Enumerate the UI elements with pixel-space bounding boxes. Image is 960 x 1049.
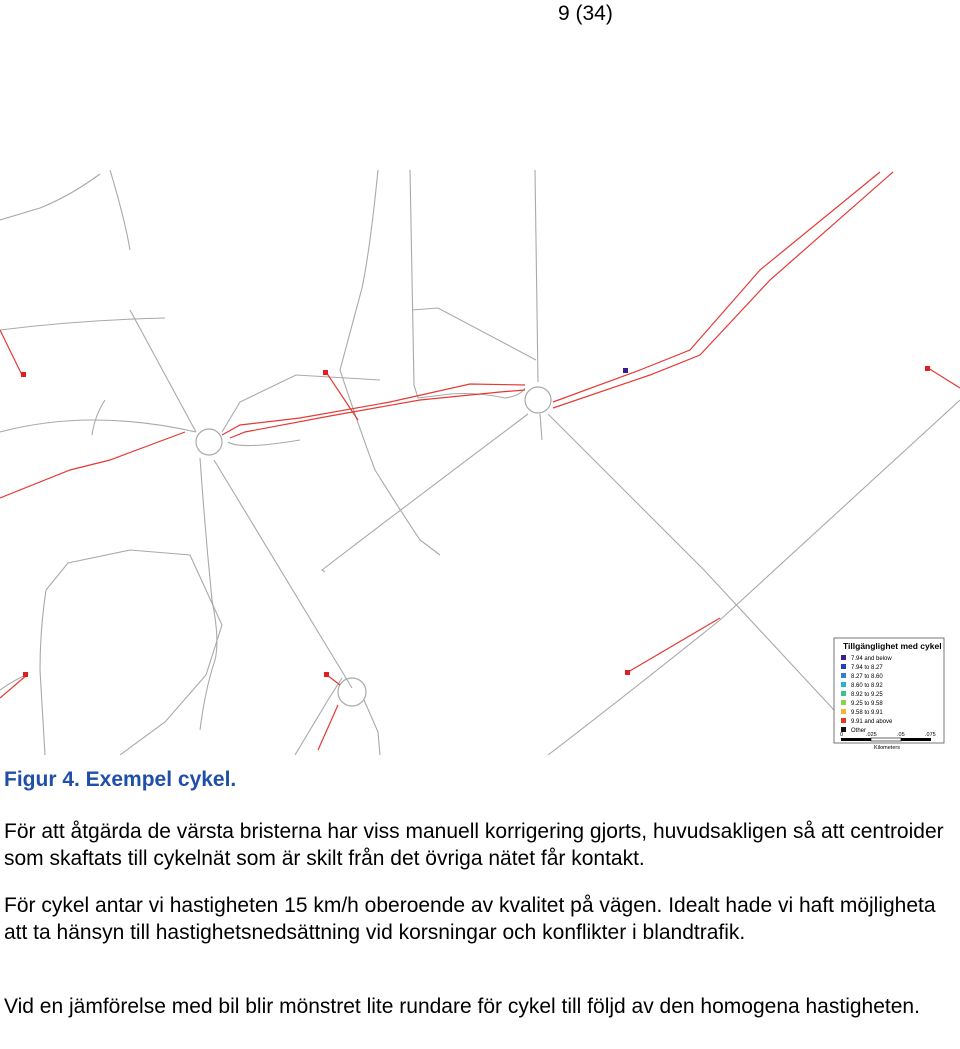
road-segment: [222, 375, 380, 432]
map-canvas: [0, 170, 960, 755]
centroid-marker: [925, 366, 930, 371]
cycle-route: [0, 432, 185, 498]
cycle-route: [928, 368, 960, 388]
scale-tick-label: .05: [897, 732, 905, 738]
centroid-marker: [625, 670, 630, 675]
road-segment: [410, 170, 525, 398]
road-segment: [340, 370, 440, 555]
page-number: 9 (34): [558, 2, 613, 25]
road-segment: [92, 400, 105, 435]
scale-bar-segment: [901, 738, 931, 741]
scale-tick-label: .075: [925, 732, 936, 738]
centroid-marker: [21, 372, 26, 377]
legend-item-label: 7.94 to 8.27: [851, 665, 883, 671]
legend-swatch: [841, 664, 846, 669]
roundabout: [525, 387, 551, 413]
legend-item-label: 8.92 to 9.25: [851, 692, 883, 698]
legend-item-label: 9.91 and above: [851, 719, 893, 725]
scale-tick-label: .025: [866, 732, 877, 738]
road-segment: [322, 414, 528, 572]
road-network: [0, 170, 960, 755]
road-segment: [200, 458, 217, 730]
paragraph: För cykel antar vi hastigheten 15 km/h oberoende av kvalitet på vägen. Idealt hade vi haft möjligheta att ta hänsyn till hastighetsnedsättning vid korsningar och konflikter i blandtrafik.: [4, 894, 936, 944]
centroid-marker: [623, 368, 628, 373]
legend-item-label: 8.27 to 8.60: [851, 674, 883, 680]
legend-swatch: [841, 700, 846, 705]
legend-item-label: 8.60 to 8.92: [851, 683, 883, 689]
legend-item-label: 9.58 to 9.91: [851, 710, 883, 716]
road-segment: [0, 420, 196, 432]
road-segment: [340, 170, 378, 370]
roundabout: [196, 429, 222, 455]
road-segment: [0, 174, 100, 220]
road-segment: [412, 308, 536, 360]
legend-swatch: [841, 691, 846, 696]
legend-swatch: [841, 718, 846, 723]
legend-swatch: [841, 709, 846, 714]
cycle-route: [0, 330, 22, 375]
legend-swatch: [841, 673, 846, 678]
cycle-route: [553, 172, 893, 408]
roundabout: [338, 678, 366, 706]
accessibility-map: [0, 170, 960, 755]
road-segment: [46, 550, 222, 755]
legend-swatch: [841, 655, 846, 660]
legend-title: Tillgänglighet med cykel: [843, 641, 942, 651]
legend-item-label: 7.94 and below: [851, 656, 892, 662]
centroids: [21, 366, 930, 677]
road-segment: [295, 678, 342, 755]
road-segment: [548, 414, 860, 738]
centroid-marker: [23, 672, 28, 677]
road-segment: [364, 700, 380, 755]
road-segment: [130, 310, 196, 432]
centroid-marker: [323, 370, 328, 375]
paragraph: För att åtgärda de värsta bristerna har viss manuell korrigering gjorts, huvudsakligen så att centroider som skaftats till cykelnät som är skilt från det övriga nätet får kontakt.: [4, 820, 944, 870]
road-segment: [535, 170, 538, 382]
legend-item-label: 9.25 to 9.58: [851, 701, 883, 707]
road-segment: [540, 414, 542, 440]
scale-unit: Kilometers: [874, 745, 900, 751]
road-segment: [214, 460, 352, 688]
cycle-route: [628, 618, 720, 672]
legend-swatch: [841, 682, 846, 687]
figure-caption: Figur 4. Exempel cykel.: [4, 768, 237, 791]
roundabouts: [196, 387, 551, 706]
paragraph: Vid en jämförelse med bil blir mönstret lite rundare för cykel till följd av den homogena hastigheten.: [4, 995, 920, 1018]
centroid-marker: [324, 672, 329, 677]
legend-item-label: Other: [851, 728, 867, 734]
road-segment: [40, 590, 46, 755]
cycle-routes: [0, 172, 960, 750]
cycle-route: [553, 172, 880, 402]
scale-tick-label: 0: [840, 732, 844, 738]
road-segment: [110, 170, 130, 250]
scale-bar-segment: [841, 738, 871, 741]
scale-bar-segment: [871, 738, 901, 741]
cycle-route: [230, 390, 525, 438]
road-segment: [228, 440, 300, 446]
cycle-route: [0, 674, 28, 698]
map-legend: [834, 638, 944, 751]
